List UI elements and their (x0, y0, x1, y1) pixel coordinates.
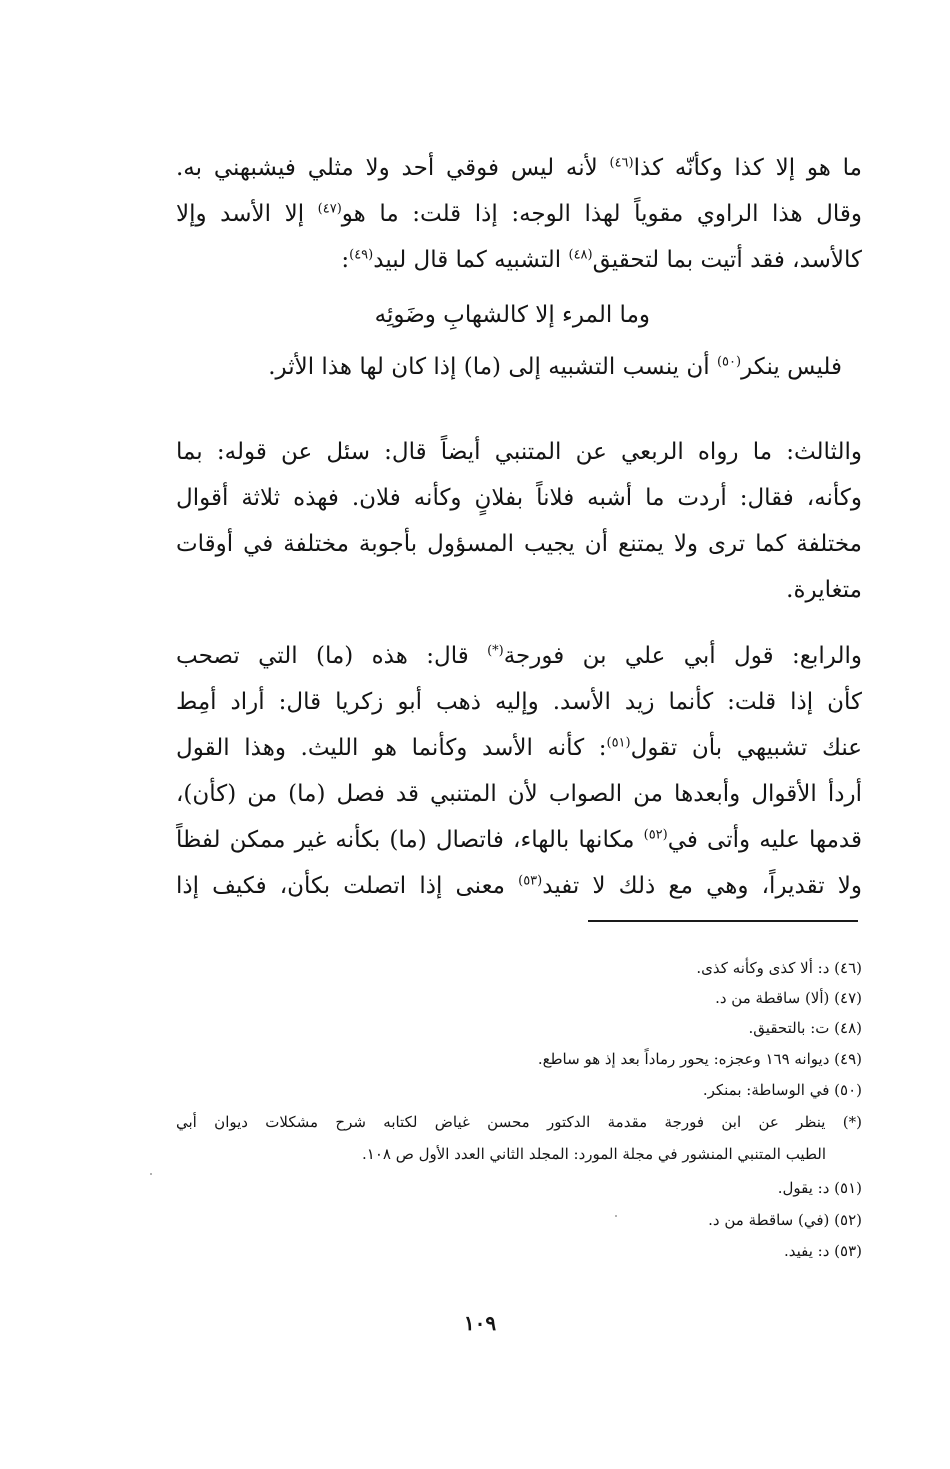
body-line: فليس ينكر$^{(٥٠)}$ أن ينسب التشبيه إلى (ما) إذا كان لها هذا الأثر. (268, 354, 842, 380)
footnote-continuation: الطيب المتنبي المنشور في مجلة المورد: المجلد الثاني العدد الأول ص ١٠٨. (361, 1145, 826, 1163)
footnote: (*) ينظر عن ابن فورجة مقدمة الدكتور محسن غياض لكتابه شرح مشكلات ديوان أبي (176, 1113, 862, 1131)
footnote: (٥٢) (في) ساقطة من د. (708, 1211, 862, 1229)
scan-speck (615, 1215, 617, 1217)
body-line: كالأسد، فقد أتيت بما لتحقيق$^{(٤٨)}$ التشبيه كما قال لبيد$^{(٤٩)}$: (341, 247, 862, 273)
page-number: ١٠٩ (463, 1311, 497, 1335)
scan-speck (150, 1173, 152, 1175)
footnote: (٥١) د: يقول. (777, 1179, 862, 1197)
body-line: والثالث: ما رواه الربعي عن المتنبي أيضاً قال: سئل عن قوله: بما (176, 439, 862, 465)
body-line: كأن إذا قلت: كأنما زيد الأسد. وإليه ذهب أبو زكريا قال: أراد أمِط (176, 689, 862, 715)
body-line: متغايرة. (786, 577, 862, 603)
body-line: وكأنه، فقال: أردت ما أشبه فلاناً بفلانٍ وكأنه فلان. فهذه ثلاثة أقوال (176, 485, 862, 511)
footnote: (٤٨) ت: بالتحقيق. (748, 1019, 862, 1037)
verse-text: وما المرء إلا كالشهابِ وضَوئِه (374, 302, 650, 328)
body-line: وقال هذا الراوي مقوياً لهذا الوجه: إذا قلت: ما هو$^{(٤٧)}$ إلا الأسد وإلا (176, 201, 863, 227)
footnote: (٤٩) ديوانه ١٦٩ وعجزه: يحور رماداً بعد إذ هو ساطع. (537, 1050, 862, 1068)
footnote: (٥٣) د: يفيد. (783, 1242, 862, 1260)
body-line: والرابع: قول أبي علي بن فورجة(*) قال: هذه (ما) التي تصحب (176, 643, 862, 669)
body-line: عنك تشبيهي بأن تقول$^{(٥١)}$: كأنه الأسد وكأنما هو الليث. وهذا القول (176, 735, 862, 761)
footnote-separator (588, 920, 858, 922)
verse-line (176, 295, 862, 335)
body-line: ولا تقديراً، وهي مع ذلك لا تفيد$^{(٥٣)}$ معنى إذا اتصلت بكأن، فكيف إذا (176, 873, 862, 899)
body-line: ما هو إلا كذا وكأنّه كذا$^{(٤٦)}$ لأنه ليس فوقي أحد ولا مثلي فيشبهني به. (176, 155, 862, 181)
body-line: أردأ الأقوال وأبعدها من الصواب لأن المتنبي قد فصل (ما) من (كأن)، (176, 781, 862, 807)
body-line: قدمها عليه وأتى في$^{(٥٢)}$ مكانها بالهاء، فاتصال (ما) بكأنه غير ممكن لفظاً (176, 827, 862, 853)
footnote: (٤٦) د: ألا كذى وكأنه كذى. (696, 959, 862, 977)
footnote: (٤٧) (ألا) ساقطة من د. (715, 989, 862, 1007)
body-line: مختلفة كما ترى ولا يمتنع أن يجيب المسؤول بأجوبة مختلفة في أوقات (176, 531, 862, 557)
footnote: (٥٠) في الوساطة: بمنكر. (702, 1081, 862, 1099)
